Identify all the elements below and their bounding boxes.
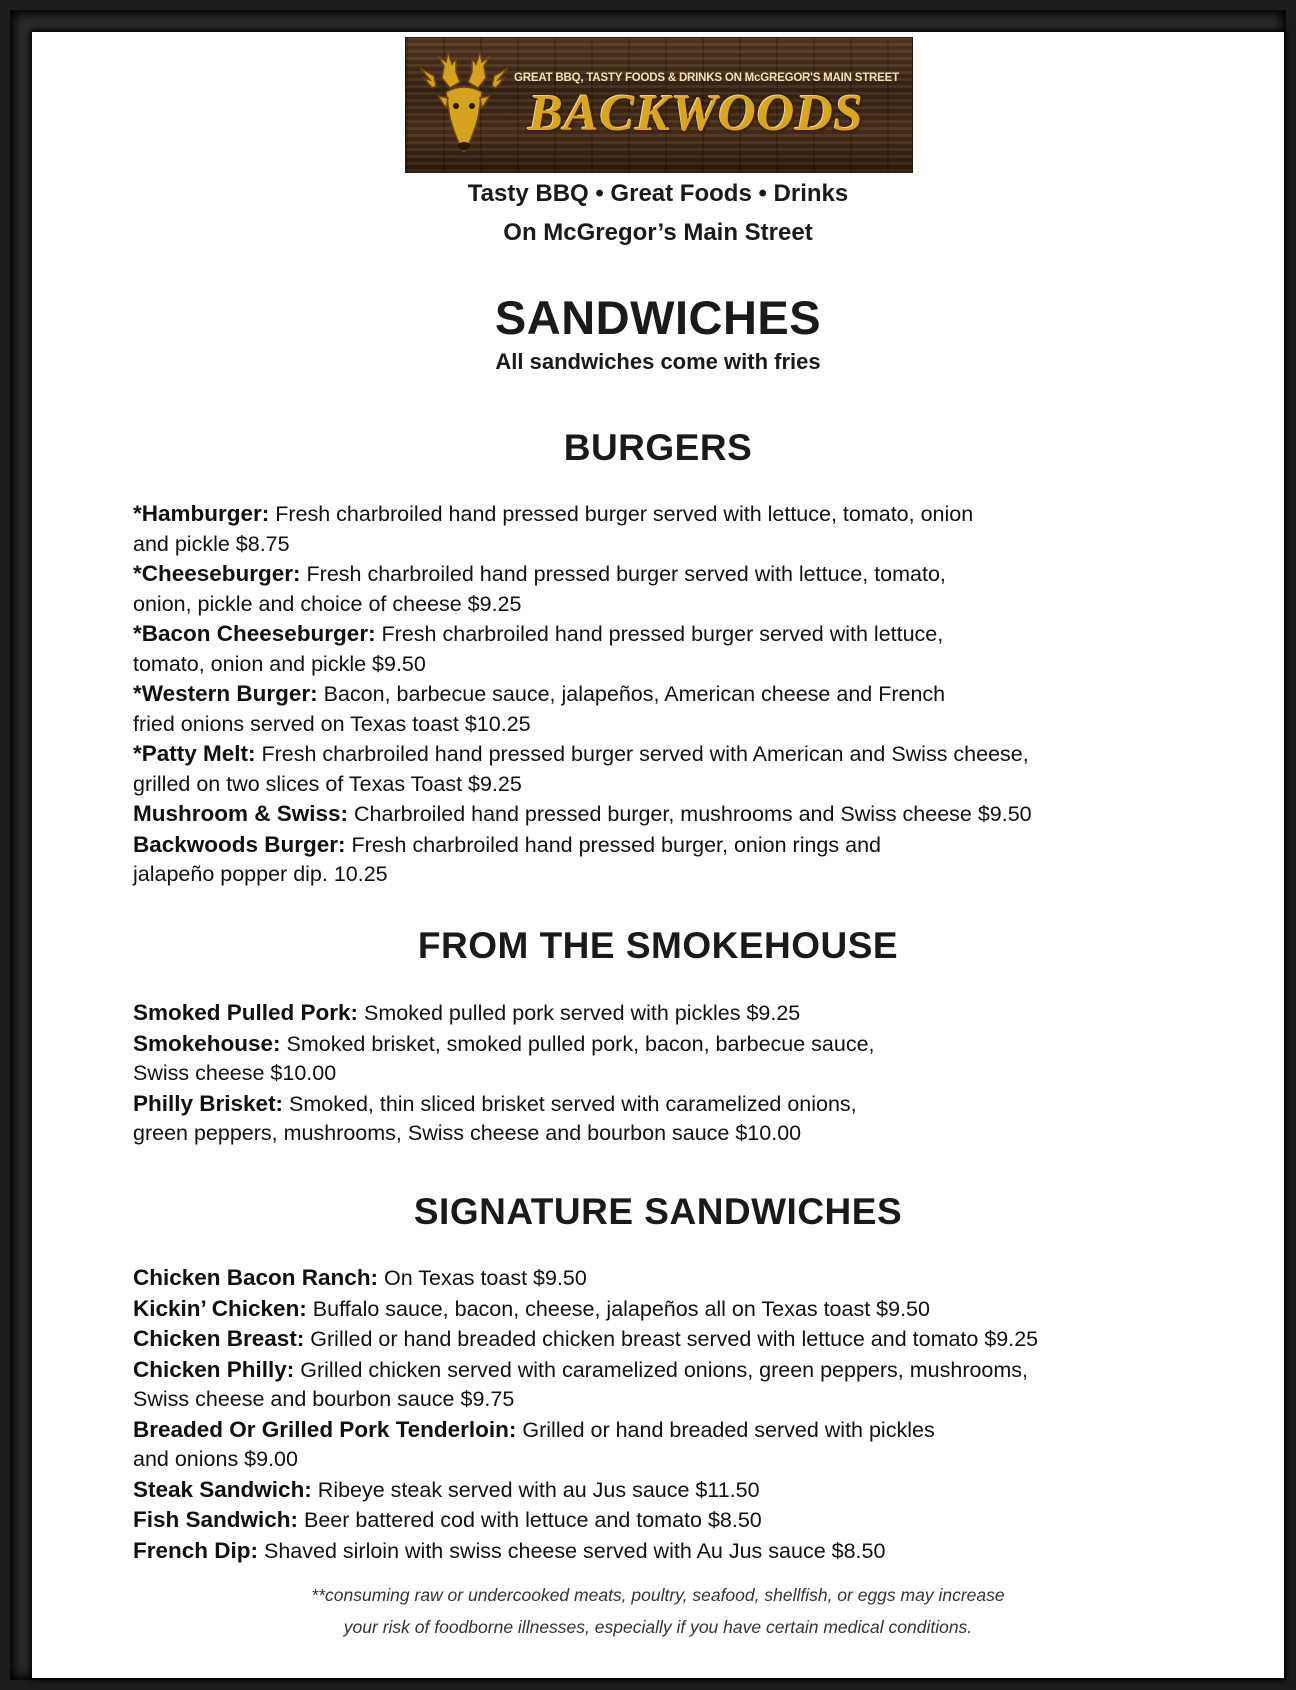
menu-item-description: Bacon, barbecue sauce, jalapeños, American cheese and French: [317, 682, 946, 706]
menu-item-line: [133, 1536, 1263, 1567]
menu-item: [133, 1355, 1263, 1415]
menu-item-description: tomato, onion and pickle $9.50: [133, 651, 426, 676]
menu-item-description: green peppers, mushrooms, Swiss cheese and bourbon sauce $10.00: [133, 1121, 802, 1145]
menu-item: [133, 619, 1263, 679]
menu-item-name: *Cheeseburger:: [133, 561, 301, 586]
disclaimer-line-2: your risk of foodborne illnesses, especially if you have certain medical conditions.: [343, 1617, 973, 1637]
menu-item-line: [133, 530, 1263, 560]
page-title: SANDWICHES: [494, 291, 822, 344]
menu-item-name: Smoked Pulled Pork:: [133, 1000, 359, 1025]
menu-item: [133, 1415, 1263, 1475]
section-heading-burgers: BURGERS: [563, 427, 753, 468]
menu-item-description: Grilled or hand breaded served with pickles: [516, 1417, 935, 1442]
backwoods-logo: [405, 37, 913, 173]
menu-item-line: [133, 799, 1263, 830]
menu-item-line: [133, 710, 1263, 740]
smokehouse-list: [133, 998, 1263, 1149]
menu-item-name: Backwoods Burger:: [133, 831, 346, 857]
menu-item: [133, 739, 1263, 799]
menu-item-line: [133, 770, 1263, 800]
menu-item: [133, 1029, 1263, 1089]
menu-item-description: Smoked, thin sliced brisket served with caramelized onions,: [283, 1091, 857, 1116]
menu-item-line: [133, 650, 1263, 680]
menu-item-description: onion, pickle and choice of cheese $9.25: [133, 591, 522, 616]
menu-item-description: Swiss cheese $10.00: [133, 1061, 337, 1085]
menu-item-line: [133, 619, 1263, 650]
menu-item-line: [133, 739, 1263, 770]
menu-item-description: fried onions served on Texas toast $10.25: [133, 711, 531, 736]
menu-item-description: Fresh charbroiled hand pressed burger served with lettuce, tomato, onion: [269, 502, 974, 526]
menu-item: [133, 559, 1263, 619]
menu-item-name: Steak Sandwich:: [133, 1476, 312, 1502]
menu-item-description: Grilled chicken served with caramelized onions, green peppers, mushrooms,: [294, 1357, 1029, 1382]
menu-item-description: Charbroiled hand pressed burger, mushrooms and Swiss cheese $9.50: [348, 802, 1032, 826]
menu-item-line: [133, 1355, 1263, 1386]
menu-item-description: Ribeye steak served with au Jus sauce $11.50: [311, 1477, 760, 1502]
menu-item-line: [133, 1059, 1263, 1089]
logo-tagline: GREAT BBQ, TASTY FOODS & DRINKS ON McGREGOR'S MAIN STREET: [514, 72, 899, 84]
header-line-2: On McGregor’s Main Street: [503, 219, 813, 246]
menu-item-description: Buffalo sauce, bacon, cheese, jalapeños all on Texas toast $9.50: [306, 1296, 930, 1321]
menu-item: [133, 998, 1263, 1029]
menu-item-description: jalapeño popper dip. 10.25: [133, 862, 388, 886]
menu-item-description: Fresh charbroiled hand pressed burger served with lettuce,: [375, 622, 944, 646]
menu-item-name: Philly Brisket:: [133, 1090, 284, 1116]
menu-item-name: *Bacon Cheeseburger:: [133, 621, 376, 646]
menu-item-description: Shaved sirloin with swiss cheese served with Au Jus sauce $8.50: [258, 1538, 886, 1563]
menu-item-line: [133, 1445, 1263, 1475]
menu-item: [133, 1536, 1263, 1567]
menu-item: [133, 1324, 1263, 1355]
menu-item-description: Grilled or hand breaded chicken breast served with lettuce and tomato $9.25: [304, 1327, 1039, 1351]
menu-item-line: [133, 1385, 1263, 1415]
menu-item-line: [133, 1263, 1263, 1294]
section-heading-smokehouse: FROM THE SMOKEHOUSE: [417, 925, 899, 966]
menu-item-line: [133, 499, 1263, 530]
menu-page: [32, 32, 1284, 1678]
menu-item: [133, 1294, 1263, 1325]
menu-item-line: [133, 559, 1263, 590]
menu-item-name: Chicken Breast:: [133, 1326, 305, 1351]
menu-item-name: Smokehouse:: [133, 1030, 281, 1056]
menu-item: [133, 679, 1263, 739]
menu-item-description: Beer battered cod with lettuce and tomato $8.50: [298, 1508, 762, 1532]
burgers-list: [133, 499, 1263, 890]
menu-item-description: Smoked brisket, smoked pulled pork, bacon, barbecue sauce,: [280, 1031, 875, 1056]
menu-item-line: [133, 1029, 1263, 1060]
menu-item-line: [133, 1294, 1263, 1325]
menu-item-line: [133, 1119, 1263, 1149]
menu-item-line: [133, 998, 1263, 1029]
disclaimer-line-1: **consuming raw or undercooked meats, poultry, seafood, shellfish, or eggs may increase: [311, 1585, 1005, 1605]
menu-item-description: On Texas toast $9.50: [378, 1266, 587, 1290]
menu-item-line: [133, 590, 1263, 620]
menu-item-name: Fish Sandwich:: [133, 1507, 299, 1532]
menu-item-name: Kickin’ Chicken:: [133, 1295, 307, 1321]
menu-item-description: grilled on two slices of Texas Toast $9.25: [133, 771, 522, 796]
header-line-1: Tasty BBQ • Great Foods • Drinks: [467, 180, 849, 207]
menu-item: [133, 1505, 1263, 1536]
menu-item-description: Swiss cheese and bourbon sauce $9.75: [133, 1387, 515, 1411]
menu-item-line: [133, 1505, 1263, 1536]
menu-item-line: [133, 830, 1263, 861]
menu-item-line: [133, 860, 1263, 890]
menu-item-description: Fresh charbroiled hand pressed burger, onion rings and: [345, 832, 881, 857]
menu-frame: [10, 10, 1286, 1680]
menu-item-line: [133, 679, 1263, 710]
menu-item: [133, 1263, 1263, 1294]
menu-item-description: and pickle $8.75: [133, 531, 290, 556]
page-subtitle: All sandwiches come with fries: [495, 349, 821, 374]
menu-item-name: *Hamburger:: [133, 501, 270, 526]
menu-item-line: [133, 1324, 1263, 1355]
menu-item-name: Chicken Bacon Ranch:: [133, 1265, 379, 1290]
menu-item: [133, 499, 1263, 559]
menu-item-name: French Dip:: [133, 1537, 259, 1563]
menu-item: [133, 1475, 1263, 1506]
menu-item-name: *Western Burger:: [133, 681, 318, 706]
menu-item: [133, 799, 1263, 830]
signature-list: [133, 1263, 1263, 1566]
logo-name: BACKWOODS: [528, 85, 864, 142]
menu-item-line: [133, 1475, 1263, 1506]
menu-item-description: Smoked pulled pork served with pickles $9.25: [358, 1001, 801, 1025]
menu-item-line: [133, 1089, 1263, 1120]
menu-item-description: Fresh charbroiled hand pressed burger served with lettuce, tomato,: [300, 562, 946, 586]
menu-item-name: Mushroom & Swiss:: [133, 801, 349, 826]
menu-item-description: Fresh charbroiled hand pressed burger served with American and Swiss cheese,: [255, 742, 1029, 766]
menu-item-name: Chicken Philly:: [133, 1356, 295, 1382]
menu-item-name: Breaded Or Grilled Pork Tenderloin:: [133, 1416, 517, 1442]
menu-item: [133, 1089, 1263, 1149]
menu-item: [133, 830, 1263, 890]
menu-item-description: and onions $9.00: [133, 1447, 298, 1471]
menu-item-line: [133, 1415, 1263, 1446]
section-heading-signature: SIGNATURE SANDWICHES: [413, 1191, 903, 1232]
menu-item-name: *Patty Melt:: [133, 741, 256, 766]
